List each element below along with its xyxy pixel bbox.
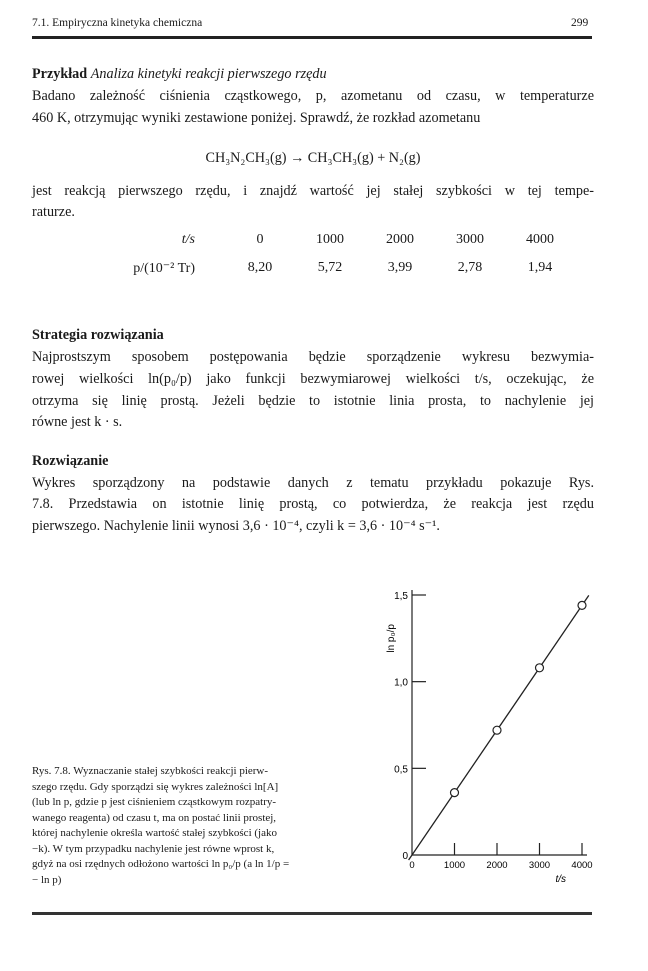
data-point xyxy=(536,664,544,672)
example-after-line1: jest reakcją pierwszego rzędu, i znajdź wartość jej stałej szybkości w tej tempe- xyxy=(32,183,594,199)
figure-caption xyxy=(32,764,367,888)
table-row-pressure xyxy=(70,254,575,282)
strategy-line2: rowej wielkości ln(p₀/p) jako funkcji bezwymiarowej wielkości t/s, oczekując, że xyxy=(32,371,594,387)
example-intro-line2: 460 K, otrzymując wyniki zestawione poniżej. Sprawdź, że rozkład azometanu xyxy=(32,110,481,126)
caption-line: gdyż na osi rzędnych odłożono wartości ln p₀/p (a ln 1/p = xyxy=(32,858,290,870)
running-header: 7.1. Empiryczna kinetyka chemiczna xyxy=(32,17,203,29)
caption-line: wanego reagenta) od czasu t, ma on postać linii prostej, xyxy=(32,811,277,824)
caption-line: (lub ln p, gdzie p jest ciśnieniem cząstkowym rozpatry- xyxy=(32,796,277,808)
example-heading xyxy=(32,64,594,86)
strategy-line3: otrzyma się linię prostą. Jeżeli będzie to istotnie linia prosta, to nachylenie jej xyxy=(32,393,594,409)
x-tick-label: 3000 xyxy=(528,860,551,871)
y-tick-label: 1,5 xyxy=(394,591,408,602)
table-cell: 3000 xyxy=(456,232,484,247)
strategy-heading: Strategia rozwiązania xyxy=(32,327,164,343)
example-label: Przykład xyxy=(32,66,88,82)
table-cell: 4000 xyxy=(526,232,554,247)
table-cell: 5,72 xyxy=(317,260,343,275)
solution-line2: 7.8. Przedstawia on istotnie linię prostą, co potwierdza, że reakcja jest rzędu xyxy=(32,496,594,512)
x-tick-label: 4000 xyxy=(571,860,593,871)
table-cell: 1000 xyxy=(316,232,344,247)
y-tick-label: 0,5 xyxy=(394,764,408,776)
strategy-line4: równe jest k · s. xyxy=(32,414,123,430)
solution-line3: pierwszego. Nachylenie linii wynosi 3,6 · 10⁻⁴, czyli k = 3,6 · 10⁻⁴ s⁻¹. xyxy=(32,518,440,534)
data-table xyxy=(70,226,575,282)
caption-line: −k). W tym przypadku nachylenie jest równe wprost k, xyxy=(32,842,275,855)
data-point xyxy=(493,726,501,734)
example-intro-line1: Badano zależność ciśnienia cząstkowego, p, azometanu od czasu, w temperaturze xyxy=(32,88,594,104)
table-row-time xyxy=(70,226,575,254)
x-tick-label: 1000 xyxy=(443,860,466,871)
table-cell: 0 xyxy=(256,232,264,247)
example-title: Analiza kinetyki reakcji pierwszego rzędu xyxy=(90,66,327,82)
data-point xyxy=(578,601,586,609)
example-after-line2: raturze. xyxy=(32,204,75,220)
table-row-label: t/s xyxy=(181,232,195,247)
page-number: 299 xyxy=(571,17,589,29)
reaction-equation: CH₃N₂CH₃(g) → CH₃CH₃(g) + N₂(g) xyxy=(205,150,421,166)
caption-line: której nachylenie określa wartość stałej szybkości (jako xyxy=(32,827,277,839)
caption-line: Rys. 7.8. Wyznaczanie stałej szybkości reakcji pierw- xyxy=(32,765,269,777)
table-cell: 3,99 xyxy=(387,260,413,275)
table-cell: 2000 xyxy=(386,232,414,247)
rate-constant-chart xyxy=(370,575,610,890)
y-axis-label: ln p₀/p xyxy=(386,624,397,653)
caption-line: szego rzędu. Gdy sporządzi się wykres zależności ln[A] xyxy=(32,780,279,793)
solution-heading: Rozwiązanie xyxy=(32,453,109,469)
header-rule xyxy=(32,36,592,39)
solution-line1: Wykres sporządzony na podstawie danych z tematu przykładu pokazuje Rys. xyxy=(32,475,594,491)
table-cell: 1,94 xyxy=(527,260,553,275)
table-row-label: p/(10⁻² Tr) xyxy=(133,260,195,276)
strategy-line1: Najprostszym sposobem postępowania będzie sporządzenie wykresu bezwymia- xyxy=(32,349,594,365)
table-cell: 2,78 xyxy=(457,260,483,275)
x-tick-label: 0 xyxy=(409,860,415,871)
data-point xyxy=(451,789,459,797)
x-axis-label: t/s xyxy=(555,874,567,885)
footer-rule xyxy=(32,912,592,915)
table-cell: 8,20 xyxy=(247,260,273,275)
y-tick-label: 1,0 xyxy=(394,677,408,689)
y-tick-label: 0 xyxy=(402,851,408,862)
caption-line: − ln p) xyxy=(32,873,62,886)
x-tick-label: 2000 xyxy=(486,860,508,871)
